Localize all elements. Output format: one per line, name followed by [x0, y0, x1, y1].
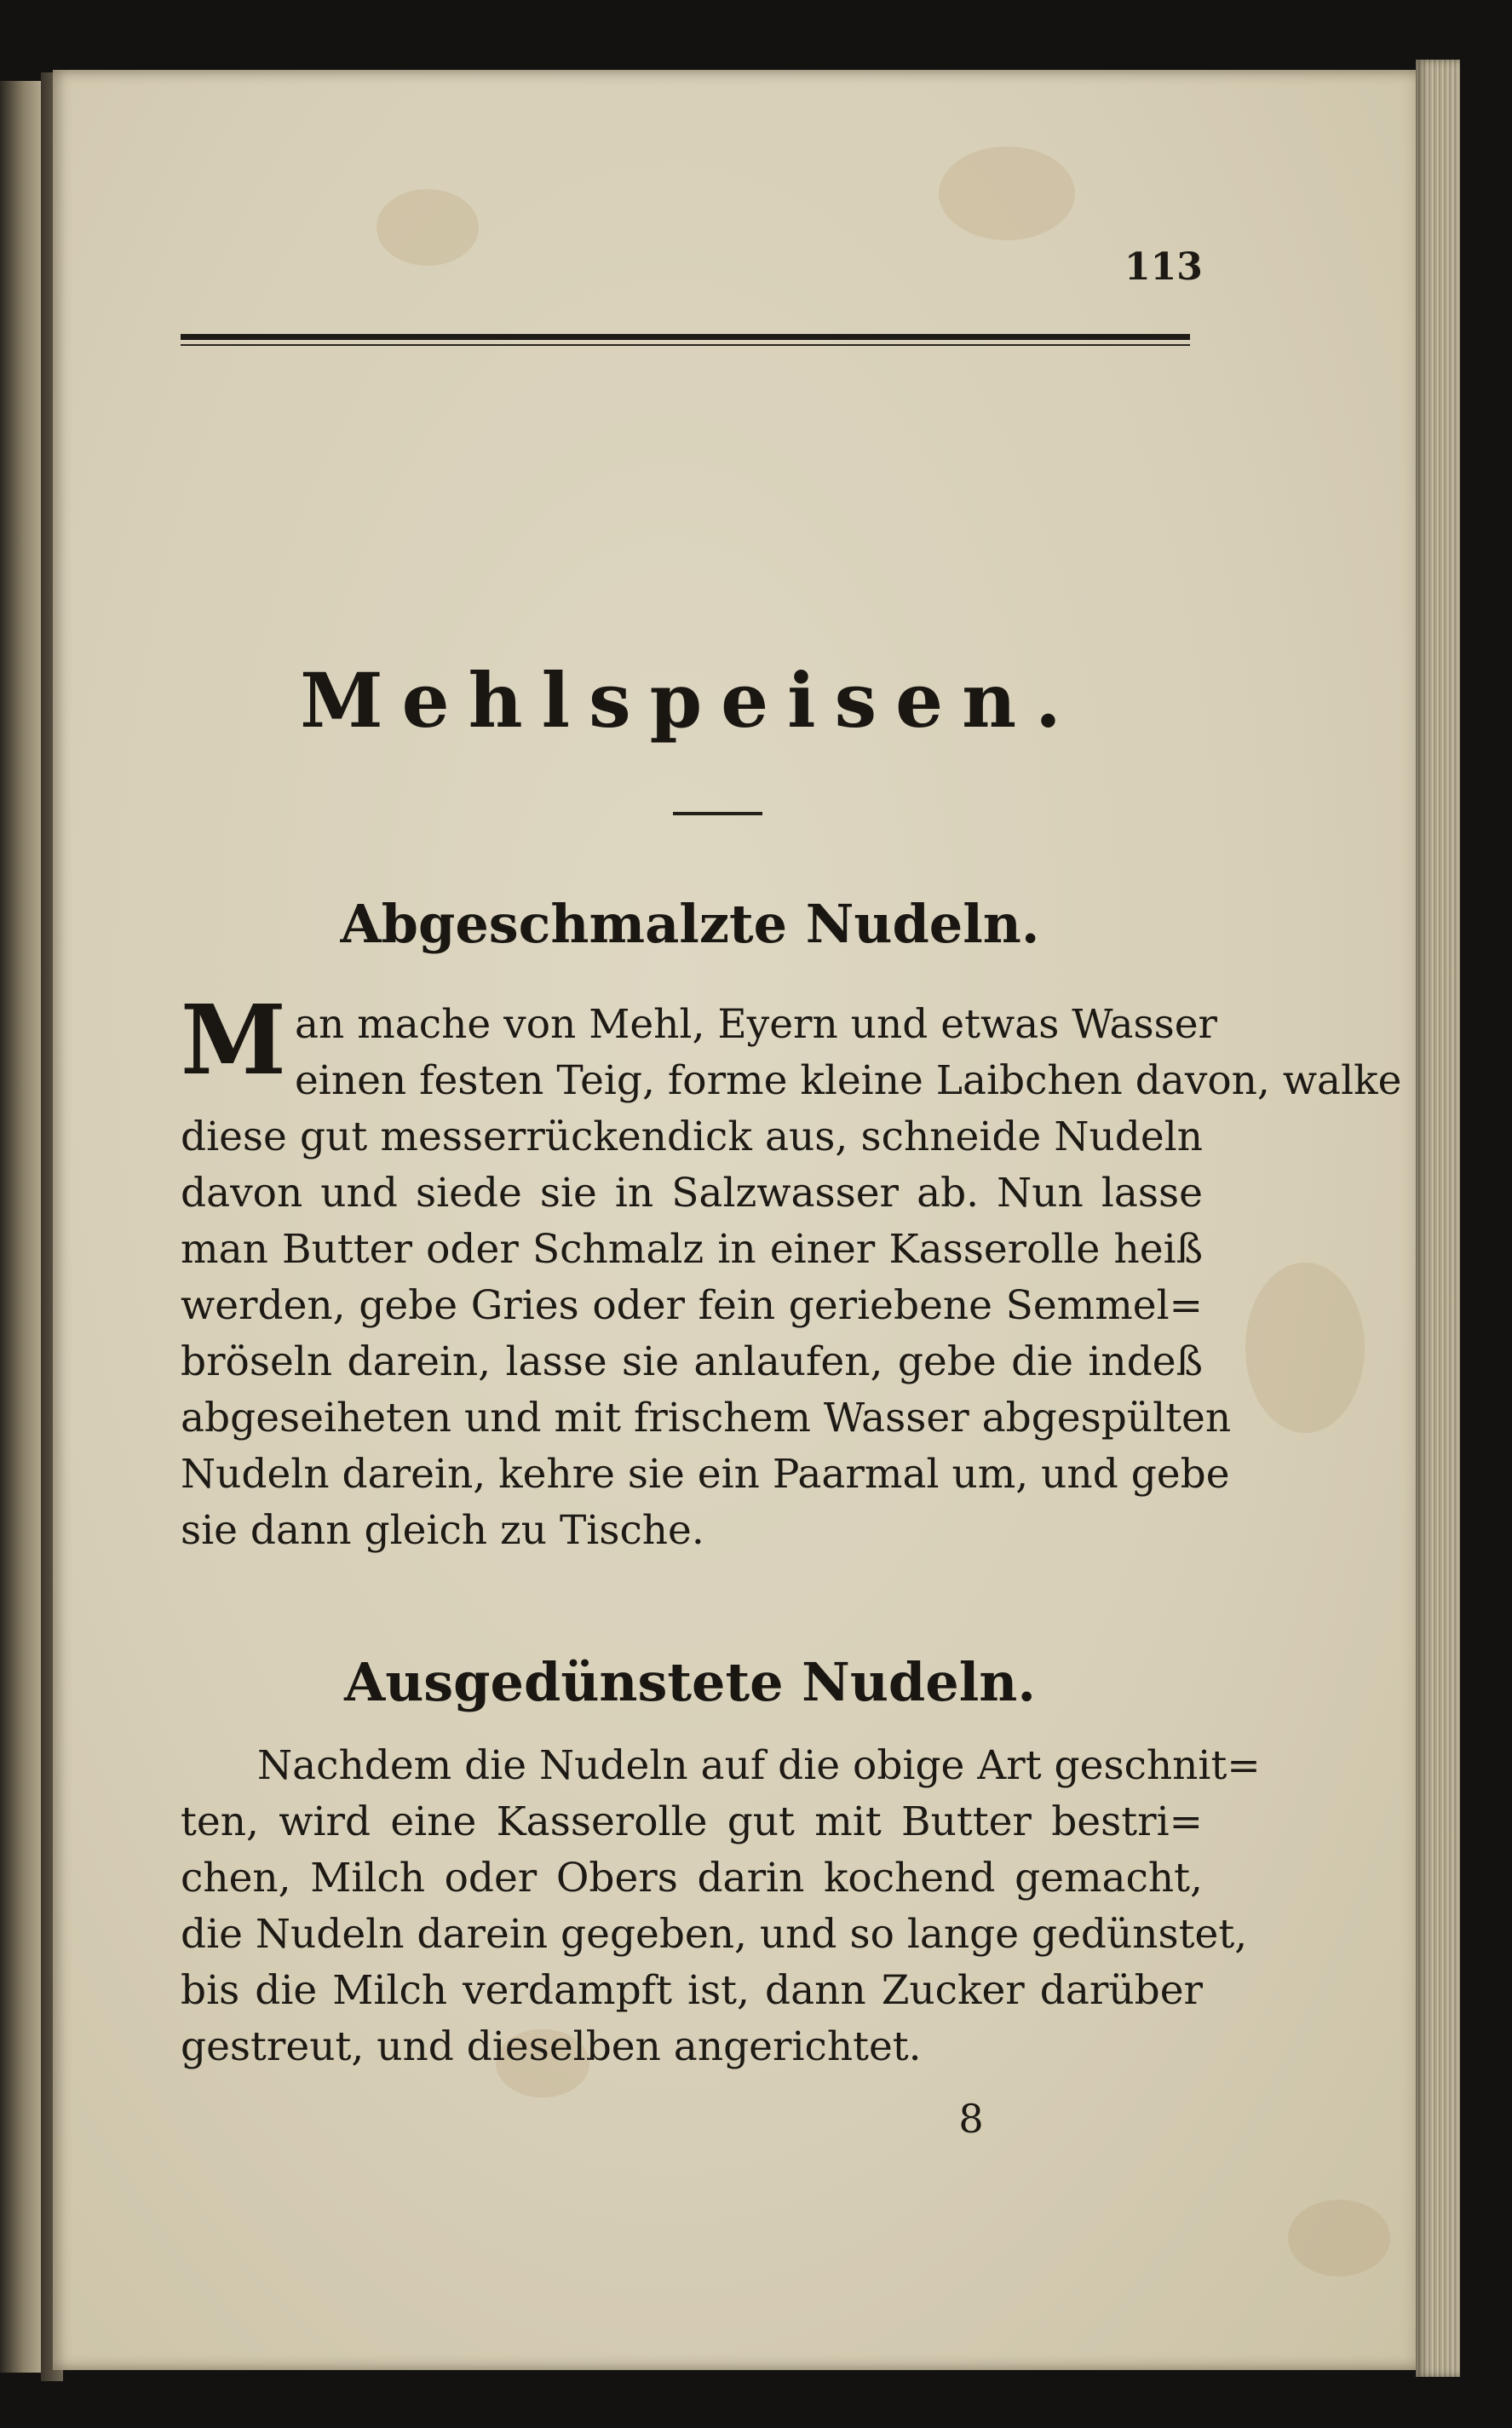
text-line: sie dann gleich zu Tische.	[181, 1507, 704, 1554]
section-paragraph	[181, 985, 1402, 1559]
page-stain	[1288, 2200, 1390, 2276]
text-line: Nachdem die Nudeln auf die obige Art geschnit=	[257, 1742, 1261, 1789]
section-paragraph	[181, 1738, 1261, 2075]
page-number: 113	[1124, 245, 1203, 289]
page-stack-edge	[1416, 60, 1460, 2377]
text-line: an mache von Mehl, Eyern und etwas Wasser	[294, 1001, 1218, 1048]
section-heading: Ausgedünstete Nudeln.	[344, 1651, 1036, 1713]
text-line: bis die Milch verdampft ist, dann Zucker darüber	[181, 1967, 1203, 2014]
text-line: bröseln darein, lasse sie anlaufen, gebe die indeß	[181, 1338, 1203, 1385]
drop-cap: M	[181, 985, 286, 1096]
text-line: einen festen Teig, forme kleine Laibchen davon, walke	[294, 1057, 1402, 1104]
text-line: chen, Milch oder Obers darin kochend gemacht,	[181, 1855, 1203, 1902]
signature-mark: 8	[958, 2096, 984, 2142]
text-line: davon und siede sie in Salzwasser ab. Nun lasse	[181, 1170, 1203, 1217]
section-heading: Abgeschmalzte Nudeln.	[340, 893, 1040, 955]
text-line: diese gut messerrückendick aus, schneide Nudeln	[181, 1113, 1203, 1160]
header-rule-thin	[181, 344, 1190, 346]
text-line: gestreut, und dieselben angerichtet.	[181, 2023, 922, 2070]
title-divider	[673, 812, 762, 815]
page-stain	[939, 147, 1075, 240]
header-rule	[181, 334, 1190, 340]
text-line: abgeseiheten und mit frischem Wasser abgespülten	[181, 1395, 1232, 1441]
chapter-title: Mehlspeisen.	[300, 656, 1080, 745]
text-line: man Butter oder Schmalz in einer Kasserolle heiß	[181, 1226, 1203, 1273]
text-line: ten, wird eine Kasserolle gut mit Butter bestri=	[181, 1798, 1203, 1845]
text-line: werden, gebe Gries oder fein geriebene Semmel=	[181, 1282, 1203, 1329]
page-stain	[1245, 1263, 1365, 1433]
page-stain	[377, 189, 479, 266]
text-line: Nudeln darein, kehre sie ein Paarmal um, und gebe	[181, 1451, 1230, 1498]
text-line: die Nudeln darein gegeben, und so lange gedünstet,	[181, 1911, 1248, 1958]
